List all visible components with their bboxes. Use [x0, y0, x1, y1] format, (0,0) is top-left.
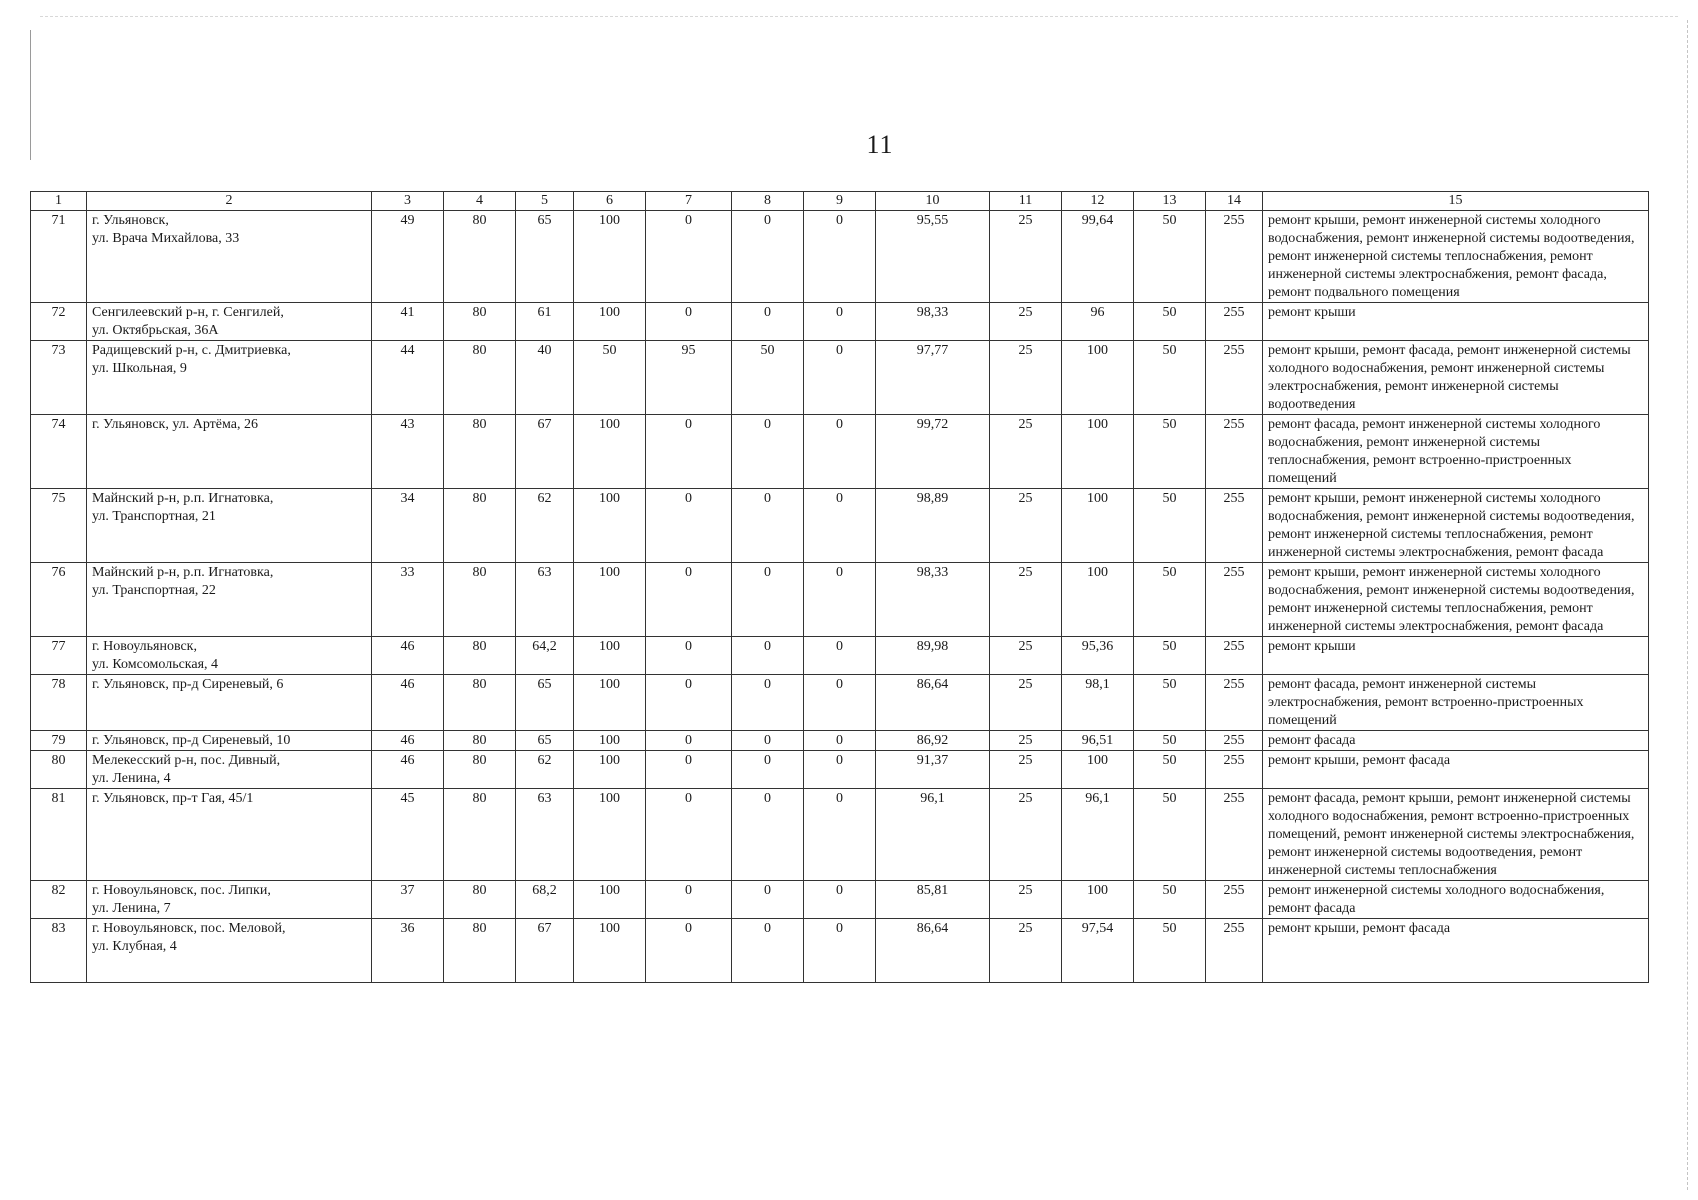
cell-col-6: 100 — [574, 563, 646, 637]
cell-address: Мелекесский р-н, пос. Дивный, ул. Ленина, 4 — [87, 751, 372, 789]
cell-col-5: 65 — [516, 731, 574, 751]
cell-col-13: 50 — [1134, 637, 1206, 675]
cell-col-3: 49 — [372, 211, 444, 303]
cell-col-13: 50 — [1134, 489, 1206, 563]
cell-col-9: 0 — [804, 881, 876, 919]
cell-col-8: 0 — [732, 751, 804, 789]
cell-col-11: 25 — [990, 919, 1062, 983]
cell-col-14: 255 — [1206, 731, 1263, 751]
cell-col-11: 25 — [990, 637, 1062, 675]
column-header: 1 — [31, 192, 87, 211]
cell-col-8: 0 — [732, 789, 804, 881]
cell-col-12: 100 — [1062, 881, 1134, 919]
cell-col-5: 64,2 — [516, 637, 574, 675]
cell-address: Майнский р-н, р.п. Игнатовка, ул. Транспортная, 22 — [87, 563, 372, 637]
cell-col-10: 98,89 — [876, 489, 990, 563]
column-header: 9 — [804, 192, 876, 211]
table-row — [31, 489, 1649, 563]
cell-col-14: 255 — [1206, 919, 1263, 983]
cell-address: Радищевский р-н, с. Дмитриевка, ул. Школьная, 9 — [87, 341, 372, 415]
cell-col-14: 255 — [1206, 415, 1263, 489]
cell-col-12: 96,1 — [1062, 789, 1134, 881]
cell-col-9: 0 — [804, 919, 876, 983]
cell-col-10: 98,33 — [876, 303, 990, 341]
column-header: 2 — [87, 192, 372, 211]
cell-col-11: 25 — [990, 415, 1062, 489]
scan-edge-top — [40, 16, 1678, 17]
cell-col-14: 255 — [1206, 637, 1263, 675]
cell-col-9: 0 — [804, 341, 876, 415]
cell-col-8: 0 — [732, 563, 804, 637]
cell-col-3: 33 — [372, 563, 444, 637]
cell-row-number: 76 — [31, 563, 87, 637]
cell-col-13: 50 — [1134, 415, 1206, 489]
cell-col-9: 0 — [804, 637, 876, 675]
cell-col-11: 25 — [990, 789, 1062, 881]
cell-works-list: ремонт крыши, ремонт фасада — [1263, 751, 1649, 789]
cell-address: г. Новоульяновск, пос. Меловой, ул. Клубная, 4 — [87, 919, 372, 983]
cell-works-list: ремонт крыши — [1263, 303, 1649, 341]
cell-col-14: 255 — [1206, 211, 1263, 303]
cell-col-11: 25 — [990, 489, 1062, 563]
cell-col-13: 50 — [1134, 563, 1206, 637]
cell-col-13: 50 — [1134, 341, 1206, 415]
cell-col-14: 255 — [1206, 881, 1263, 919]
cell-col-11: 25 — [990, 731, 1062, 751]
cell-col-8: 0 — [732, 489, 804, 563]
cell-col-10: 97,77 — [876, 341, 990, 415]
cell-col-12: 96,51 — [1062, 731, 1134, 751]
cell-col-5: 62 — [516, 751, 574, 789]
cell-works-list: ремонт крыши, ремонт инженерной системы холодного водоснабжения, ремонт инженерной системы водоотведения, ремонт инженерной системы теплоснабжения, ремонт инженерной системы электроснабжения, ремонт фасада — [1263, 563, 1649, 637]
cell-col-13: 50 — [1134, 919, 1206, 983]
cell-col-13: 50 — [1134, 789, 1206, 881]
column-header: 12 — [1062, 192, 1134, 211]
cell-row-number: 73 — [31, 341, 87, 415]
cell-col-14: 255 — [1206, 789, 1263, 881]
cell-col-3: 43 — [372, 415, 444, 489]
cell-col-13: 50 — [1134, 303, 1206, 341]
cell-col-3: 44 — [372, 341, 444, 415]
cell-address: Сенгилеевский р-н, г. Сенгилей, ул. Октябрьская, 36А — [87, 303, 372, 341]
repair-register-table — [30, 191, 1649, 983]
cell-col-4: 80 — [444, 211, 516, 303]
cell-col-3: 46 — [372, 751, 444, 789]
table-body — [31, 211, 1649, 983]
cell-row-number: 72 — [31, 303, 87, 341]
cell-col-7: 0 — [646, 563, 732, 637]
cell-col-14: 255 — [1206, 563, 1263, 637]
cell-col-13: 50 — [1134, 211, 1206, 303]
cell-col-4: 80 — [444, 303, 516, 341]
cell-col-11: 25 — [990, 303, 1062, 341]
cell-col-5: 63 — [516, 789, 574, 881]
table-row — [31, 789, 1649, 881]
cell-col-3: 34 — [372, 489, 444, 563]
column-header: 5 — [516, 192, 574, 211]
cell-col-12: 100 — [1062, 341, 1134, 415]
cell-col-13: 50 — [1134, 731, 1206, 751]
cell-col-10: 96,1 — [876, 789, 990, 881]
cell-col-6: 50 — [574, 341, 646, 415]
cell-col-6: 100 — [574, 637, 646, 675]
cell-works-list: ремонт фасада, ремонт инженерной системы холодного водоснабжения, ремонт инженерной системы теплоснабжения, ремонт встроенно-пристроенных помещений — [1263, 415, 1649, 489]
cell-col-8: 0 — [732, 637, 804, 675]
cell-col-5: 67 — [516, 415, 574, 489]
cell-col-13: 50 — [1134, 881, 1206, 919]
cell-col-8: 0 — [732, 415, 804, 489]
cell-col-8: 0 — [732, 675, 804, 731]
cell-col-7: 0 — [646, 881, 732, 919]
cell-col-3: 37 — [372, 881, 444, 919]
column-header: 4 — [444, 192, 516, 211]
cell-col-12: 100 — [1062, 489, 1134, 563]
cell-col-7: 0 — [646, 789, 732, 881]
cell-row-number: 80 — [31, 751, 87, 789]
table-row — [31, 637, 1649, 675]
cell-col-9: 0 — [804, 731, 876, 751]
cell-col-7: 0 — [646, 415, 732, 489]
cell-col-3: 46 — [372, 675, 444, 731]
cell-col-5: 61 — [516, 303, 574, 341]
column-header: 6 — [574, 192, 646, 211]
cell-col-9: 0 — [804, 211, 876, 303]
cell-col-5: 65 — [516, 211, 574, 303]
table-row — [31, 303, 1649, 341]
table-row — [31, 675, 1649, 731]
table-row — [31, 563, 1649, 637]
cell-row-number: 74 — [31, 415, 87, 489]
cell-row-number: 81 — [31, 789, 87, 881]
cell-col-7: 0 — [646, 675, 732, 731]
cell-col-11: 25 — [990, 751, 1062, 789]
cell-address: г. Ульяновск, пр-д Сиреневый, 10 — [87, 731, 372, 751]
cell-col-4: 80 — [444, 789, 516, 881]
cell-col-4: 80 — [444, 881, 516, 919]
cell-col-10: 95,55 — [876, 211, 990, 303]
cell-col-6: 100 — [574, 303, 646, 341]
cell-col-7: 0 — [646, 751, 732, 789]
cell-col-11: 25 — [990, 675, 1062, 731]
table-row — [31, 751, 1649, 789]
cell-col-10: 85,81 — [876, 881, 990, 919]
cell-col-12: 99,64 — [1062, 211, 1134, 303]
column-header: 15 — [1263, 192, 1649, 211]
cell-col-9: 0 — [804, 675, 876, 731]
table-row — [31, 415, 1649, 489]
cell-works-list: ремонт инженерной системы холодного водоснабжения, ремонт фасада — [1263, 881, 1649, 919]
cell-col-5: 63 — [516, 563, 574, 637]
cell-col-3: 45 — [372, 789, 444, 881]
cell-col-9: 0 — [804, 563, 876, 637]
cell-col-14: 255 — [1206, 303, 1263, 341]
cell-col-9: 0 — [804, 789, 876, 881]
cell-works-list: ремонт крыши, ремонт фасада — [1263, 919, 1649, 983]
cell-address: г. Ульяновск, ул. Артёма, 26 — [87, 415, 372, 489]
cell-col-11: 25 — [990, 563, 1062, 637]
cell-col-9: 0 — [804, 489, 876, 563]
cell-col-14: 255 — [1206, 489, 1263, 563]
scan-edge-right — [1687, 20, 1688, 1190]
cell-col-4: 80 — [444, 919, 516, 983]
cell-row-number: 82 — [31, 881, 87, 919]
cell-col-7: 0 — [646, 303, 732, 341]
cell-works-list: ремонт фасада — [1263, 731, 1649, 751]
cell-col-10: 86,92 — [876, 731, 990, 751]
cell-col-8: 0 — [732, 303, 804, 341]
cell-col-13: 50 — [1134, 675, 1206, 731]
cell-row-number: 79 — [31, 731, 87, 751]
cell-col-4: 80 — [444, 637, 516, 675]
cell-row-number: 77 — [31, 637, 87, 675]
column-header: 14 — [1206, 192, 1263, 211]
cell-col-8: 0 — [732, 731, 804, 751]
column-header: 11 — [990, 192, 1062, 211]
cell-col-6: 100 — [574, 881, 646, 919]
cell-col-4: 80 — [444, 341, 516, 415]
cell-col-4: 80 — [444, 415, 516, 489]
cell-col-14: 255 — [1206, 751, 1263, 789]
cell-col-7: 0 — [646, 919, 732, 983]
cell-col-14: 255 — [1206, 341, 1263, 415]
cell-col-4: 80 — [444, 563, 516, 637]
cell-row-number: 75 — [31, 489, 87, 563]
cell-col-7: 95 — [646, 341, 732, 415]
cell-col-9: 0 — [804, 415, 876, 489]
cell-col-10: 86,64 — [876, 919, 990, 983]
table-row — [31, 919, 1649, 983]
cell-col-8: 50 — [732, 341, 804, 415]
cell-col-7: 0 — [646, 211, 732, 303]
column-header: 8 — [732, 192, 804, 211]
table-row — [31, 341, 1649, 415]
cell-col-10: 91,37 — [876, 751, 990, 789]
cell-row-number: 83 — [31, 919, 87, 983]
cell-col-4: 80 — [444, 489, 516, 563]
column-header: 3 — [372, 192, 444, 211]
cell-address: г. Ульяновск, пр-д Сиреневый, 6 — [87, 675, 372, 731]
cell-col-7: 0 — [646, 489, 732, 563]
column-header: 10 — [876, 192, 990, 211]
cell-col-14: 255 — [1206, 675, 1263, 731]
cell-col-7: 0 — [646, 637, 732, 675]
cell-row-number: 78 — [31, 675, 87, 731]
column-header: 13 — [1134, 192, 1206, 211]
cell-col-6: 100 — [574, 675, 646, 731]
cell-col-12: 100 — [1062, 751, 1134, 789]
table-row — [31, 731, 1649, 751]
cell-address: г. Новоульяновск, пос. Липки, ул. Ленина, 7 — [87, 881, 372, 919]
cell-col-12: 98,1 — [1062, 675, 1134, 731]
cell-col-6: 100 — [574, 751, 646, 789]
cell-col-8: 0 — [732, 211, 804, 303]
cell-col-8: 0 — [732, 881, 804, 919]
cell-col-10: 98,33 — [876, 563, 990, 637]
cell-col-9: 0 — [804, 303, 876, 341]
cell-col-6: 100 — [574, 211, 646, 303]
cell-col-3: 46 — [372, 731, 444, 751]
cell-col-4: 80 — [444, 675, 516, 731]
cell-col-3: 46 — [372, 637, 444, 675]
table-row — [31, 211, 1649, 303]
cell-col-3: 36 — [372, 919, 444, 983]
table-row — [31, 881, 1649, 919]
cell-col-11: 25 — [990, 341, 1062, 415]
column-header: 7 — [646, 192, 732, 211]
cell-col-12: 100 — [1062, 415, 1134, 489]
cell-col-9: 0 — [804, 751, 876, 789]
cell-col-11: 25 — [990, 881, 1062, 919]
cell-col-12: 97,54 — [1062, 919, 1134, 983]
cell-col-5: 65 — [516, 675, 574, 731]
cell-col-10: 86,64 — [876, 675, 990, 731]
cell-col-5: 62 — [516, 489, 574, 563]
cell-col-3: 41 — [372, 303, 444, 341]
cell-address: г. Новоульяновск, ул. Комсомольская, 4 — [87, 637, 372, 675]
cell-col-11: 25 — [990, 211, 1062, 303]
cell-works-list: ремонт фасада, ремонт инженерной системы электроснабжения, ремонт встроенно-пристроенных помещений — [1263, 675, 1649, 731]
cell-col-5: 40 — [516, 341, 574, 415]
cell-col-10: 89,98 — [876, 637, 990, 675]
cell-address: г. Ульяновск, пр-т Гая, 45/1 — [87, 789, 372, 881]
cell-address: Майнский р-н, р.п. Игнатовка, ул. Транспортная, 21 — [87, 489, 372, 563]
cell-col-4: 80 — [444, 731, 516, 751]
cell-col-8: 0 — [732, 919, 804, 983]
cell-works-list: ремонт крыши, ремонт фасада, ремонт инженерной системы холодного водоснабжения, ремонт инженерной системы электроснабжения, ремонт инженерной системы водоотведения — [1263, 341, 1649, 415]
cell-col-6: 100 — [574, 919, 646, 983]
header-row — [31, 192, 1649, 211]
cell-col-7: 0 — [646, 731, 732, 751]
cell-col-10: 99,72 — [876, 415, 990, 489]
cell-works-list: ремонт крыши — [1263, 637, 1649, 675]
cell-address: г. Ульяновск, ул. Врача Михайлова, 33 — [87, 211, 372, 303]
cell-col-5: 67 — [516, 919, 574, 983]
cell-works-list: ремонт крыши, ремонт инженерной системы холодного водоснабжения, ремонт инженерной системы водоотведения, ремонт инженерной системы теплоснабжения, ремонт инженерной системы электроснабжения, ремонт фасада — [1263, 489, 1649, 563]
cell-works-list: ремонт крыши, ремонт инженерной системы холодного водоснабжения, ремонт инженерной системы водоотведения, ремонт инженерной системы теплоснабжения, ремонт инженерной системы электроснабжения, ремонт фасада, ремонт подвального помещения — [1263, 211, 1649, 303]
cell-col-13: 50 — [1134, 751, 1206, 789]
cell-col-12: 95,36 — [1062, 637, 1134, 675]
cell-row-number: 71 — [31, 211, 87, 303]
cell-col-4: 80 — [444, 751, 516, 789]
cell-col-6: 100 — [574, 789, 646, 881]
cell-col-6: 100 — [574, 731, 646, 751]
page-number: 11 — [866, 130, 894, 159]
cell-col-6: 100 — [574, 415, 646, 489]
cell-col-12: 96 — [1062, 303, 1134, 341]
cell-col-6: 100 — [574, 489, 646, 563]
cell-col-5: 68,2 — [516, 881, 574, 919]
cell-col-12: 100 — [1062, 563, 1134, 637]
cell-works-list: ремонт фасада, ремонт крыши, ремонт инженерной системы холодного водоснабжения, ремонт встроенно-пристроенных помещений, ремонт инженерной системы электроснабжения, ремонт инженерной системы водоотведения, ремонт инженерной системы теплоснабжения — [1263, 789, 1649, 881]
